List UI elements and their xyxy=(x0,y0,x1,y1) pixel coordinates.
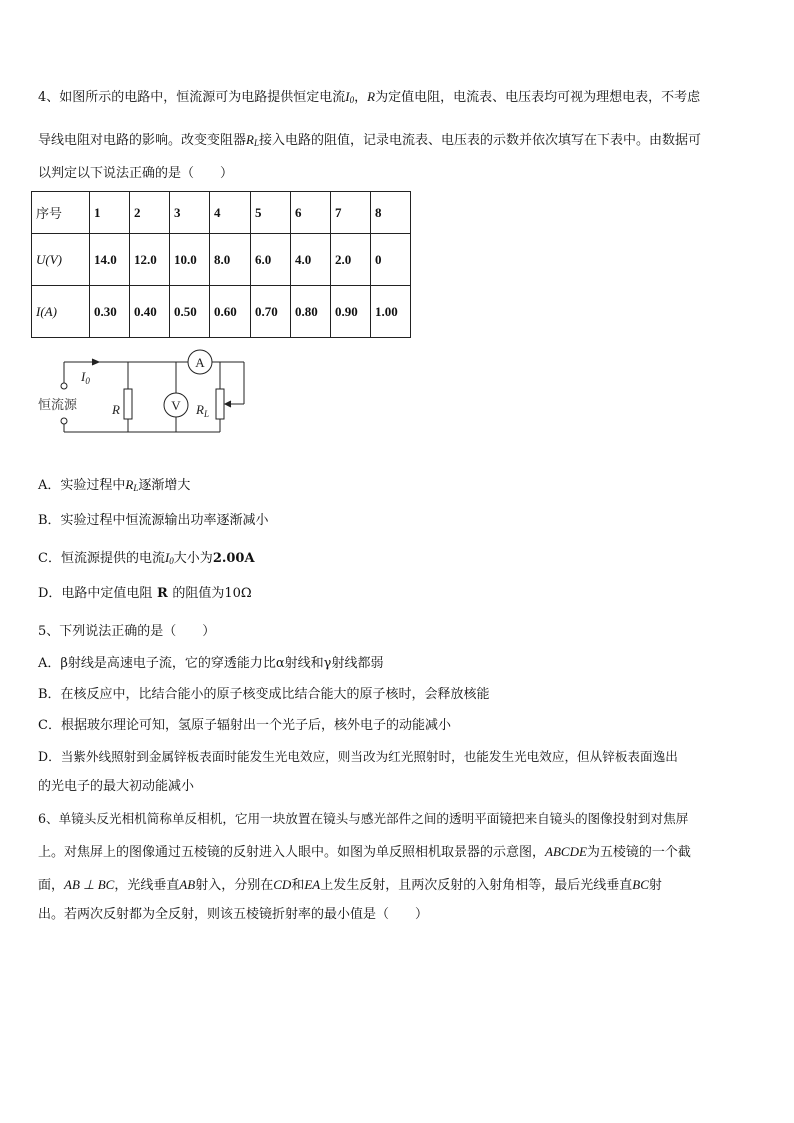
table-cell: 0.80 xyxy=(291,286,331,338)
q5-option-d-line-2: 的光电子的最大初动能减小 xyxy=(38,779,195,794)
q5-stem: 5、下列说法正确的是（ ） xyxy=(38,624,216,639)
RL-symbol: $R_L$ xyxy=(125,477,139,493)
table-cell: 0.30 xyxy=(90,286,130,338)
table-cell: 0.40 xyxy=(130,286,170,338)
q4-line-1: 4、如图所示的电路中，恒流源可为电路提供恒定电流$I_0$，R为定值电阻，电流表、电压表均可视为理想电表，不考虑 xyxy=(38,89,701,105)
q5-option-d-line-1: D．当紫外线照射到金属锌板表面时能发生光电效应，则当改为红光照射时，也能发生光电效应，但从锌板表面逸出 xyxy=(38,749,678,764)
R-symbol: R xyxy=(367,89,376,104)
table-cell: 2.0 xyxy=(331,234,371,286)
resistor-label: R xyxy=(112,402,120,417)
q6-line-4: 出。若两次反射都为全反射，则该五棱镜折射率的最小值是（ ） xyxy=(38,907,429,922)
table-cell: 8.0 xyxy=(210,234,251,286)
rheostat-RL xyxy=(216,389,224,419)
voltmeter-label: V xyxy=(171,398,181,413)
q4-option-c: C．恒流源提供的电流$I_0$大小为2.00A xyxy=(38,550,255,566)
q5-option-c: C．根据玻尔理论可知，氢原子辐射出一个光子后，核外电子的动能减小 xyxy=(38,718,451,733)
source-terminal-top xyxy=(61,383,67,389)
data-table xyxy=(31,191,411,338)
table-cell: 5 xyxy=(251,192,291,234)
q5-option-b: B．在核反应中，比结合能小的原子核变成比结合能大的原子核时，会释放核能 xyxy=(38,687,490,702)
resistor-R xyxy=(124,389,132,419)
source-label: 恒流源 xyxy=(38,398,78,413)
table-row-current xyxy=(32,286,411,338)
q6-line-3: 面，AB ⊥ BC，光线垂直AB射入，分别在CD和EA上发生反射，且两次反射的入射角相等，最后光线垂直BC射 xyxy=(38,877,662,893)
table-cell: 0 xyxy=(371,234,411,286)
table-cell: 14.0 xyxy=(90,234,130,286)
table-cell: 4.0 xyxy=(291,234,331,286)
q4-line-2: 导线电阻对电路的影响。改变变阻器$R_L$接入电路的阻值，记录电流表、电压表的示数并依次填写在下表中。由数据可 xyxy=(38,132,701,148)
current-label: $I_0$ xyxy=(81,369,90,386)
q5-option-a: A．β射线是高速电子流，它的穿透能力比α射线和γ射线都弱 xyxy=(38,656,384,671)
table-cell: 8 xyxy=(371,192,411,234)
q6-line-1: 6、单镜头反光相机简称单反相机，它用一块放置在镜头与感光部件之间的透明平面镜把来自镜头的图像投射到对焦屏 xyxy=(38,811,689,826)
table-cell: 0.60 xyxy=(210,286,251,338)
slider-arrow-icon xyxy=(225,401,231,407)
table-cell: 12.0 xyxy=(130,234,170,286)
table-cell: 6 xyxy=(291,192,331,234)
table-cell: 7 xyxy=(331,192,371,234)
I0-symbol: $I_0$ xyxy=(345,89,355,105)
rheostat-label: $R_L$ xyxy=(196,402,209,419)
source-terminal-bottom xyxy=(61,418,67,424)
table-row-label: U(V) xyxy=(32,234,90,286)
table-header-row xyxy=(32,192,411,234)
table-row-voltage xyxy=(32,234,411,286)
table-row-label: I(A) xyxy=(32,286,90,338)
q4-option-a: A．实验过程中$R_L$逐渐增大 xyxy=(38,477,191,493)
table-cell: 1 xyxy=(90,192,130,234)
q6-line-2: 上。对焦屏上的图像通过五棱镜的反射进入人眼中。如图为单反照相机取景器的示意图，ABCDE为五棱镜的一个截 xyxy=(38,844,691,860)
table-cell: 0.50 xyxy=(170,286,210,338)
q4-text: 4、如图所示的电路中，恒流源可为电路提供恒定电流 xyxy=(38,90,346,105)
q4-option-d: D．电路中定值电阻 R 的阻值为10Ω xyxy=(38,586,252,601)
table-cell: 0.90 xyxy=(331,286,371,338)
q4-line-3: 以判定以下说法正确的是（ ） xyxy=(38,166,234,181)
RL-symbol: $R_L$ xyxy=(246,132,259,148)
table-cell: 序号 xyxy=(32,192,90,234)
current-arrow-icon xyxy=(92,359,99,365)
q4-option-b: B．实验过程中恒流源输出功率逐渐减小 xyxy=(38,513,269,528)
table-cell: 1.00 xyxy=(371,286,411,338)
circuit-diagram xyxy=(38,343,260,438)
table-cell: 0.70 xyxy=(251,286,291,338)
table-cell: 10.0 xyxy=(170,234,210,286)
table-cell: 3 xyxy=(170,192,210,234)
I0-symbol: $I_0$ xyxy=(164,550,174,566)
ammeter-label: A xyxy=(195,355,205,370)
table-cell: 6.0 xyxy=(251,234,291,286)
table-cell: 2 xyxy=(130,192,170,234)
table-cell: 4 xyxy=(210,192,251,234)
